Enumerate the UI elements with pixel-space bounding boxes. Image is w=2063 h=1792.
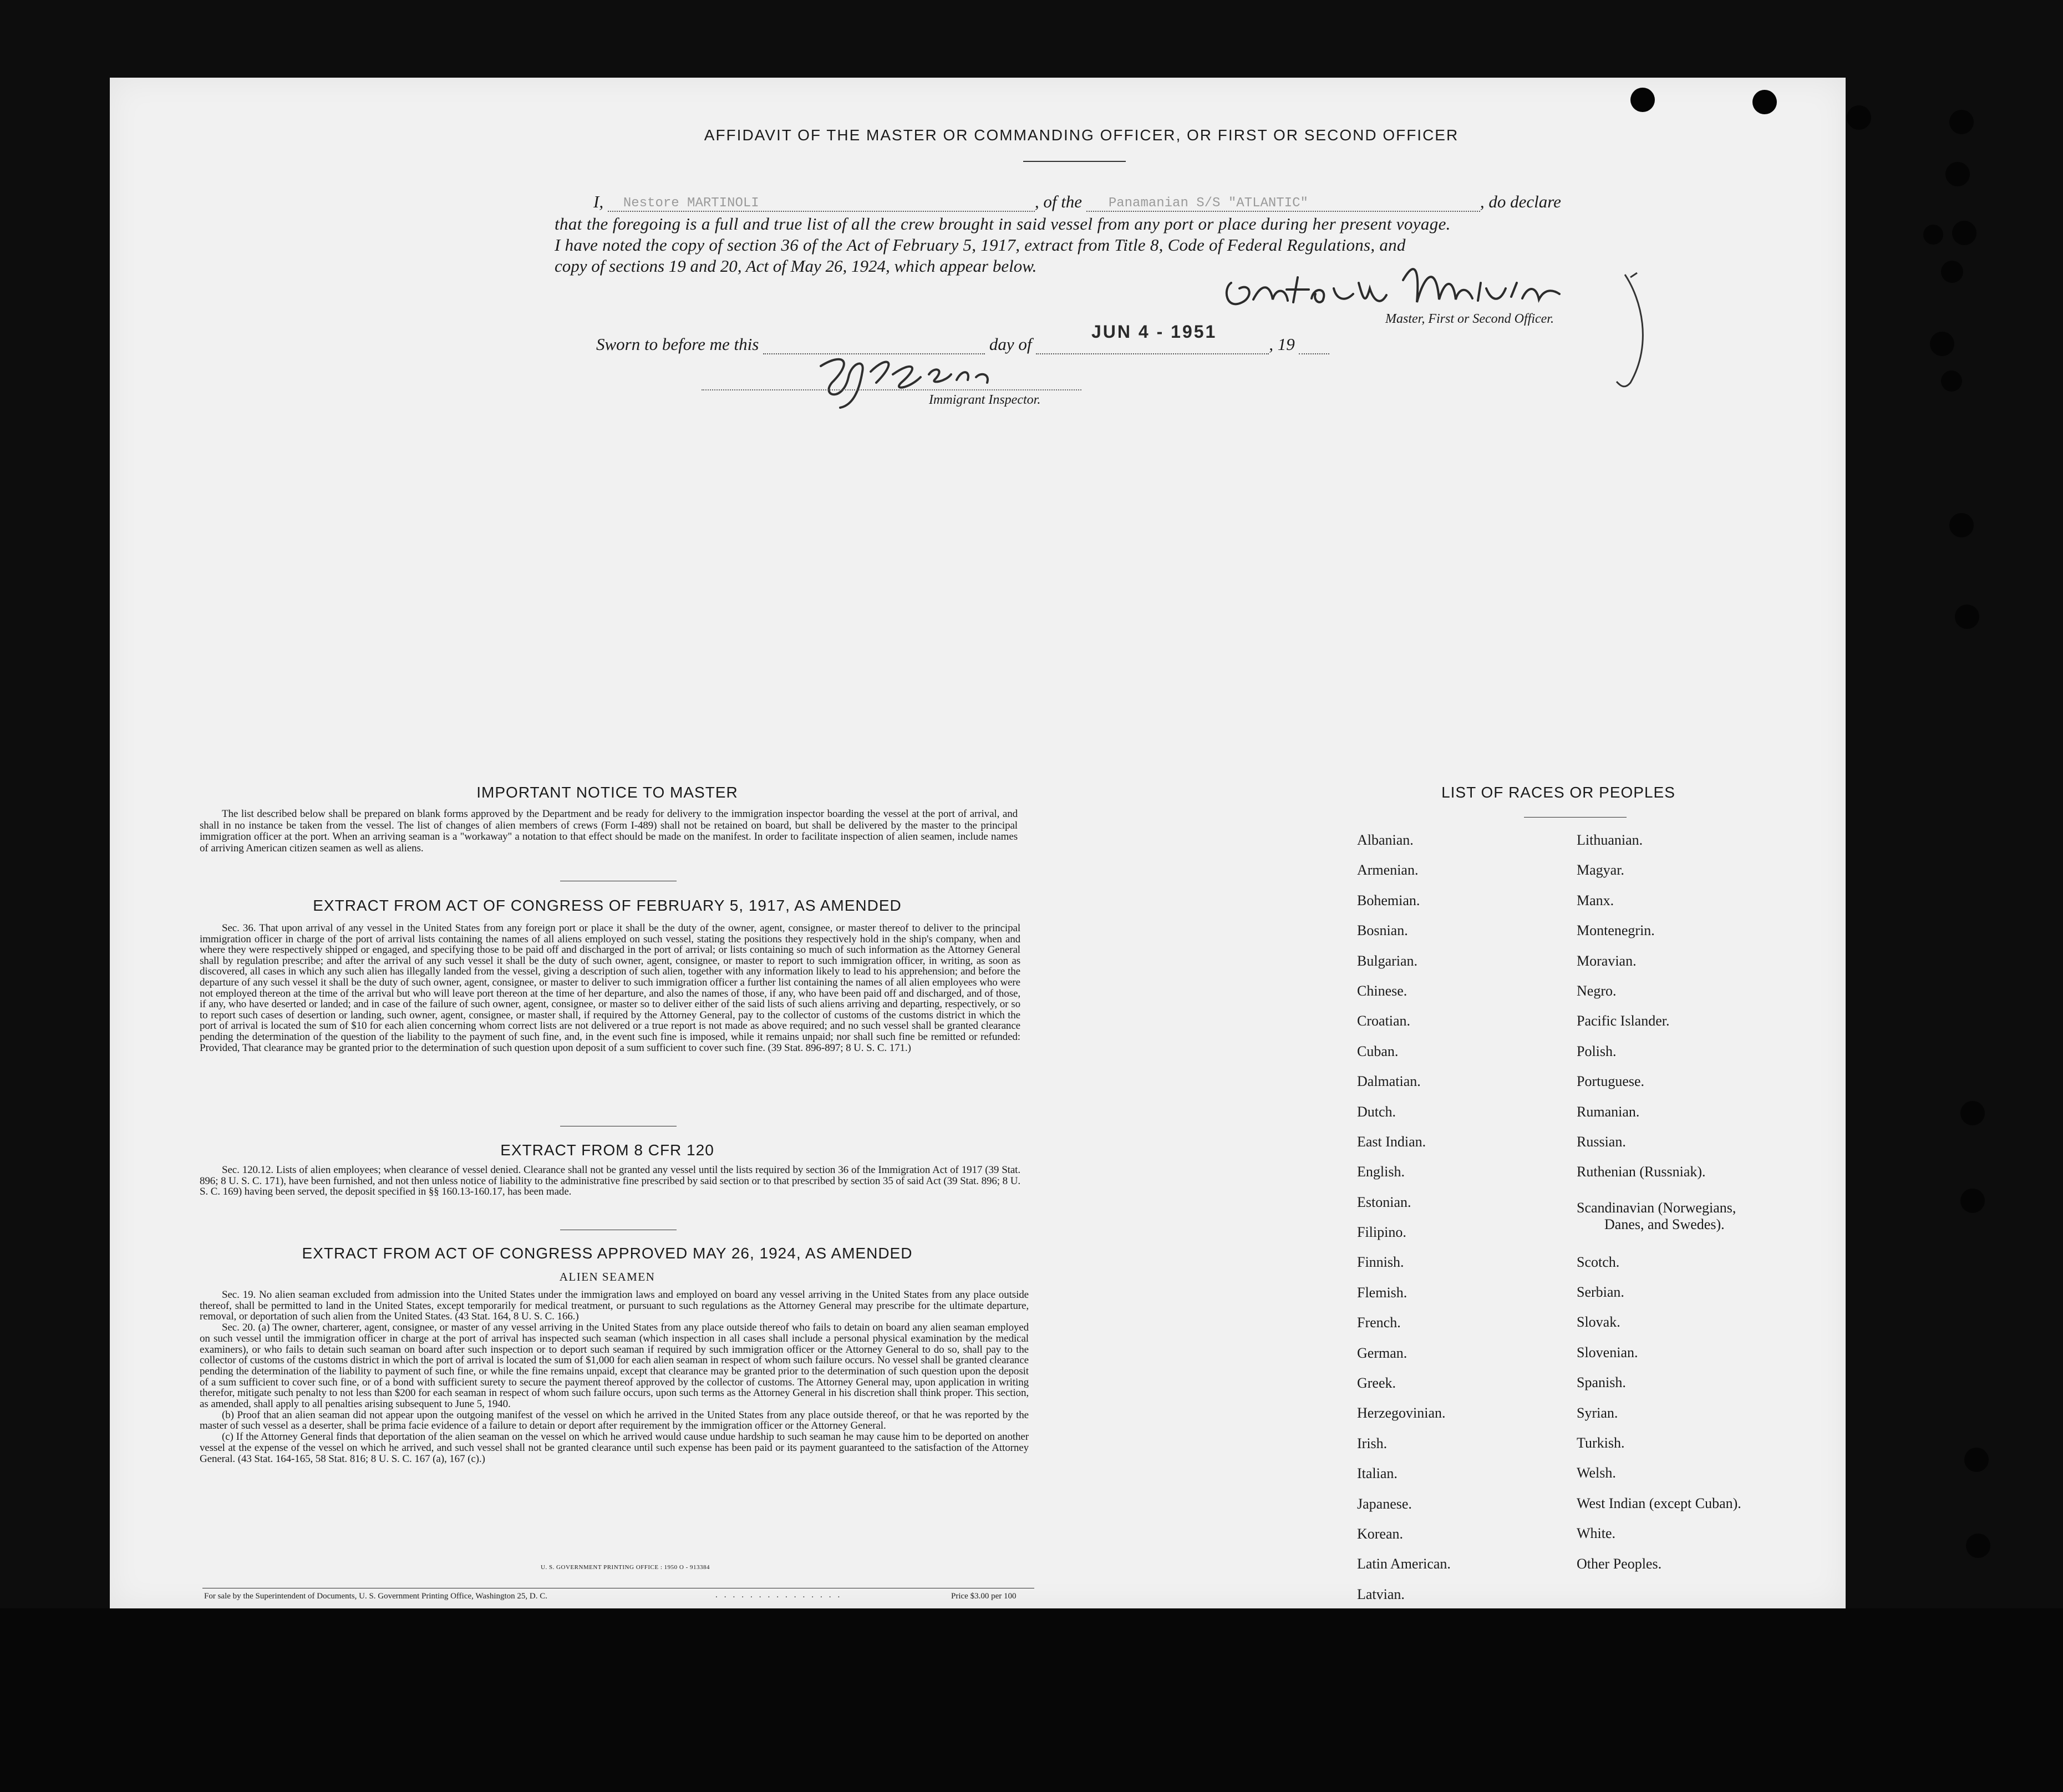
punch-hole [1964,1448,1989,1472]
punch-hole [1923,225,1943,245]
race-item: White. [1577,1525,1616,1542]
race-item: Spanish. [1577,1374,1626,1391]
race-item: Ruthenian (Russniak). [1577,1164,1706,1180]
punch-hole [1752,90,1777,114]
alien-seamen-subtitle: ALIEN SEAMEN [559,1270,656,1283]
declaration-line-3: I have noted the copy of section 36 of the Act of February 5, 1917, extract from Title 8, Code of Federal Regulations, and [555,235,1406,255]
scan-border [0,1608,2063,1792]
punch-hole [1930,332,1954,356]
punch-hole [1949,110,1974,134]
race-item: Korean. [1357,1525,1404,1542]
punch-hole [1945,162,1970,186]
punch-hole [1952,221,1976,245]
punch-hole [1960,1189,1985,1213]
punch-hole [1949,513,1974,537]
affidavit-title: AFFIDAVIT OF THE MASTER OR COMMANDING OFFICER, OR FIRST OR SECOND OFFICER [704,126,1459,144]
extract-1917-text [200,923,1020,1053]
race-item: Bosnian. [1357,922,1408,939]
race-item: Cuban. [1357,1043,1399,1059]
race-item: English. [1357,1164,1405,1180]
extract-cfr-title: EXTRACT FROM 8 CFR 120 [500,1141,714,1159]
extract-1917-paragraph: Sec. 36. That upon arrival of any vessel in the United States from any foreign port or place it shall be the duty of the owner, agent, consignee, or master thereof to deliver to the principal immigration officer in charge of the port of arrival lists containing the names of all aliens employed on such vessel, stating the positions they respectively hold in the ship's company, when and where they were respectively shipped or engaged, and specifying those to be paid off and discharged in the port of arrival; or lists containing so much of such information as the Attorney General shall by regulation prescribe; and after the arrival of any such vessel it shall be the duty of such owner, agent, consignee, or master to report to such immigration officer, in writing, as soon as discovered, all cases in which any such alien has illegally landed from the vessel, giving a description of such alien, together with any information likely to lead to his apprehension; and before the departure of any such vessel it shall be the duty of such owner, agent, consignee, or master to deliver to such immigration officer a further list containing the names of all alien employees who were not employed thereon at the time of the arrival but who will leave port thereon at the time of her departure, and also the names of those, if any, who have been paid off and discharged, and of those, if any, who have deserted or landed; and in case of the failure of such owner, agent, consignee, or master so to deliver either of the said lists of such aliens arriving and departing, respectively, or so to report such cases of desertion or landing, such owner, agent, consignee, or master shall, if required by the Attorney General, pay to the collector of customs of the customs district in which the port of arrival is located the sum of $10 for each alien concerning whom correct lists are not delivered or a true report is not made as above required; and no such vessel shall be granted clearance pending the determination of the question of the liability to the payment of such fine, and, in the event such fine is imposed, while it remains unpaid; nor shall such fine be remitted or refunded: Provided, That clearance may be granted prior to the determination of such question upon deposit of a sum sufficient to cover such fine. (39 Stat. 896-897; 8 U. S. C. 171.) [200,922,1020,1054]
race-item: Bohemian. [1357,892,1420,908]
race-item: Scandinavian (Norwegians, [1577,1199,1736,1216]
race-item: Portuguese. [1577,1073,1645,1090]
declaration-line-1 [593,191,1561,212]
date-stamp: JUN 4 - 1951 [1091,322,1217,342]
declaration-i: I, [593,192,604,211]
race-item: Moravian. [1577,952,1637,969]
master-name-typed: Nestore MARTINOLI [623,196,759,211]
race-item: Slovak. [1577,1314,1620,1331]
race-item: Negro. [1577,982,1617,999]
race-item: Scotch. [1577,1253,1620,1270]
inspector-line [702,389,1081,390]
race-item: Japanese. [1357,1495,1412,1512]
races-right-column [1577,832,1741,1586]
sworn-label: Sworn to before me this [596,334,759,354]
race-item: Syrian. [1577,1404,1618,1421]
notice-title: IMPORTANT NOTICE TO MASTER [476,784,738,801]
race-item: Russian. [1577,1133,1626,1150]
extract-1917-title: EXTRACT FROM ACT OF CONGRESS OF FEBRUARY 5, 1917, AS AMENDED [313,897,902,914]
race-item: French. [1357,1314,1401,1331]
race-item: Filipino. [1357,1224,1406,1241]
declaration-line-2: that the foregoing is a full and true list of all the crew brought in said vessel from any port or place during her present voyage. [555,214,1451,233]
sale-notice: For sale by the Superintendent of Documents, U. S. Government Printing Office, Washington 25, D. C. [204,1592,547,1601]
sec-20a-paragraph: Sec. 20. (a) The owner, charterer, agent, consignee, or master of any vessel arriving in the United States from any place outside thereof who fails to detain on board any alien seaman employed on such vessel until the immigration officer in charge at the port of arrival has inspected such seaman (which inspection in all cases shall include a personal physical examination by the medical examiners), or who fails to detain such seaman on board after such inspection or to deport such seaman if required by such immigration officer or the Attorney General to do so, shall pay to the collector of customs of the customs district in which the port of arrival is located the sum of $1,000 for each alien seaman in respect of whom such failure occurs. No vessel shall be granted clearance pending the determination of the liability to payment of such fine, or while the fine remains unpaid, except that clearance may be granted prior to the determination of such question upon the deposit of a sum sufficient to cover such fine, or of a bond with sufficient surety to secure the payment thereof approved by the collector of customs. The Attorney General may, upon application in writing therefor, mitigate such penalty to not less than $200 for each seaman in respect of whom such failure occurs, upon such terms as the Attorney General in his discretion shall think proper. This section, as amended, shall apply to all penalties arising subsequent to June 5, 1940. [200,1322,1029,1410]
race-item: Greek. [1357,1375,1396,1392]
sale-price: Price $3.00 per 100 [951,1592,1017,1601]
race-item: Finnish. [1357,1254,1404,1271]
race-item: Rumanian. [1577,1103,1640,1120]
sec-20b-paragraph: (b) Proof that an alien seaman did not appear upon the outgoing manifest of the vessel on which he arrived in the United States from any place outside thereof, or that he was reported by the master of such vessel as a deserter, shall be prima facie evidence of a failure to detain or deport after requirement by the immigration officer or the Attorney General. [200,1409,1029,1432]
declaration-do-declare: , do declare [1480,192,1561,211]
race-item: Magyar. [1577,862,1624,879]
race-item: Pacific Islander. [1577,1013,1670,1029]
punch-hole [1955,605,1979,629]
vessel-name-typed: Panamanian S/S "ATLANTIC" [1108,196,1308,211]
extract-cfr-paragraph: Sec. 120.12. Lists of alien employees; when clearance of vessel denied. Clearance shall not be granted any vessel until the lists required by section 36 of the Immigration Act of 1917 (39 Stat. 896; 8 U. S. C. 171), have been furnished, and not then unless notice of liability to the administrative fine prescribed by said section or to that prescribed by section 35 of said Act (39 Stat. 896; 8 U. S. C. 169) having been served, the deposit specified in §§ 160.13-160.17, has been made. [200,1164,1020,1198]
race-item: Danes, and Swedes). [1604,1216,1725,1232]
race-item: German. [1357,1344,1407,1361]
race-item: Polish. [1577,1043,1617,1059]
punch-hole [1960,1101,1985,1125]
declaration-of-the: , of the [1034,192,1083,211]
race-item: Italian. [1357,1465,1398,1482]
race-item: Chinese. [1357,982,1407,999]
extract-1924-text [200,1290,1029,1464]
extract-cfr-text [200,1165,1020,1197]
notice-paragraph: The list described below shall be prepared on blank forms approved by the Department and be ready for delivery to the immigration inspector boarding the vessel at the port of arrival, and shall in no instance be taken from the vessel. The list of changes of alien members of crews (Form I-489) shall not be retained on board, but shall be delivered by the master to the principal immigration officer at the port. When an arriving seaman is a "workaway" a notation to that effect should be made on the manifest. In order to facilitate inspection of alien seamen, include names of arriving American citizen seamen as well as aliens. [200,808,1018,854]
race-item: Welsh. [1577,1465,1616,1481]
extract-1924-title: EXTRACT FROM ACT OF CONGRESS APPROVED MAY 26, 1924, AS AMENDED [302,1245,913,1262]
day-of-label: day of [989,334,1032,354]
race-item: Dutch. [1357,1103,1396,1120]
race-item: Irish. [1357,1435,1388,1451]
title-rule [1023,161,1126,162]
punch-hole [1941,261,1963,283]
notice-text [200,809,1018,854]
race-item: Estonian. [1357,1194,1411,1210]
race-item: Dalmatian. [1357,1073,1421,1090]
race-item: Lithuanian. [1577,832,1643,848]
race-item: Latvian. [1357,1586,1405,1602]
race-item: West Indian (except Cuban). [1577,1495,1741,1511]
race-item: Herzegovinian. [1357,1405,1446,1422]
master-caption: Master, First or Second Officer. [1385,312,1554,326]
race-item: Turkish. [1577,1435,1625,1451]
race-item: Serbian. [1577,1284,1624,1301]
sale-dots: ............... [715,1591,847,1600]
race-item: Armenian. [1357,862,1419,879]
punch-hole [1630,88,1655,112]
sec-19-paragraph: Sec. 19. No alien seaman excluded from admission into the United States under the immigration laws and employed on board any vessel arriving in the United States from any place outside thereof, shall be permitted to land in the United States, except temporarily for medical treatment, or pursuant to such regulations as the Attorney General may prescribe for the ultimate departure, removal, or deportation of such alien from the United States. (43 Stat. 164, 8 U. S. C. 166.) [200,1289,1029,1323]
race-item: Manx. [1577,892,1614,908]
race-item: Bulgarian. [1357,952,1418,969]
punch-hole [1966,1534,1990,1558]
punch-hole [1847,105,1871,130]
race-item: Albanian. [1357,832,1414,848]
race-item: Other Peoples. [1577,1555,1662,1572]
gpo-imprint: U. S. GOVERNMENT PRINTING OFFICE : 1950 O - 913384 [541,1564,710,1571]
declaration-line-4: copy of sections 19 and 20, Act of May 26, 1924, which appear below. [555,256,1037,276]
race-item: Croatian. [1357,1013,1411,1029]
races-left-column [1357,832,1451,1616]
race-item: East Indian. [1357,1133,1426,1150]
race-item: Latin American. [1357,1556,1451,1572]
race-item: Slovenian. [1577,1344,1638,1361]
year-prefix: , 19 [1269,334,1295,354]
races-rule [1524,817,1627,818]
sec-20c-paragraph: (c) If the Attorney General finds that deportation of the alien seaman on the vessel on which he arrived would cause undue hardship to such seaman he may cause him to be deported on another vessel at the expense of the vessel on which he arrived, and such vessel shall not be granted clearance until such expense has been paid or its payment guaranteed to the satisfaction of the Attorney General. (43 Stat. 164-165, 58 Stat. 816; 8 U. S. C. 167 (a), 167 (c).) [200,1431,1029,1465]
races-title: LIST OF RACES OR PEOPLES [1441,784,1675,801]
race-item: Montenegrin. [1577,922,1655,939]
inspector-caption: Immigrant Inspector. [929,393,1041,407]
punch-hole [1941,370,1962,392]
race-item: Flemish. [1357,1284,1407,1301]
